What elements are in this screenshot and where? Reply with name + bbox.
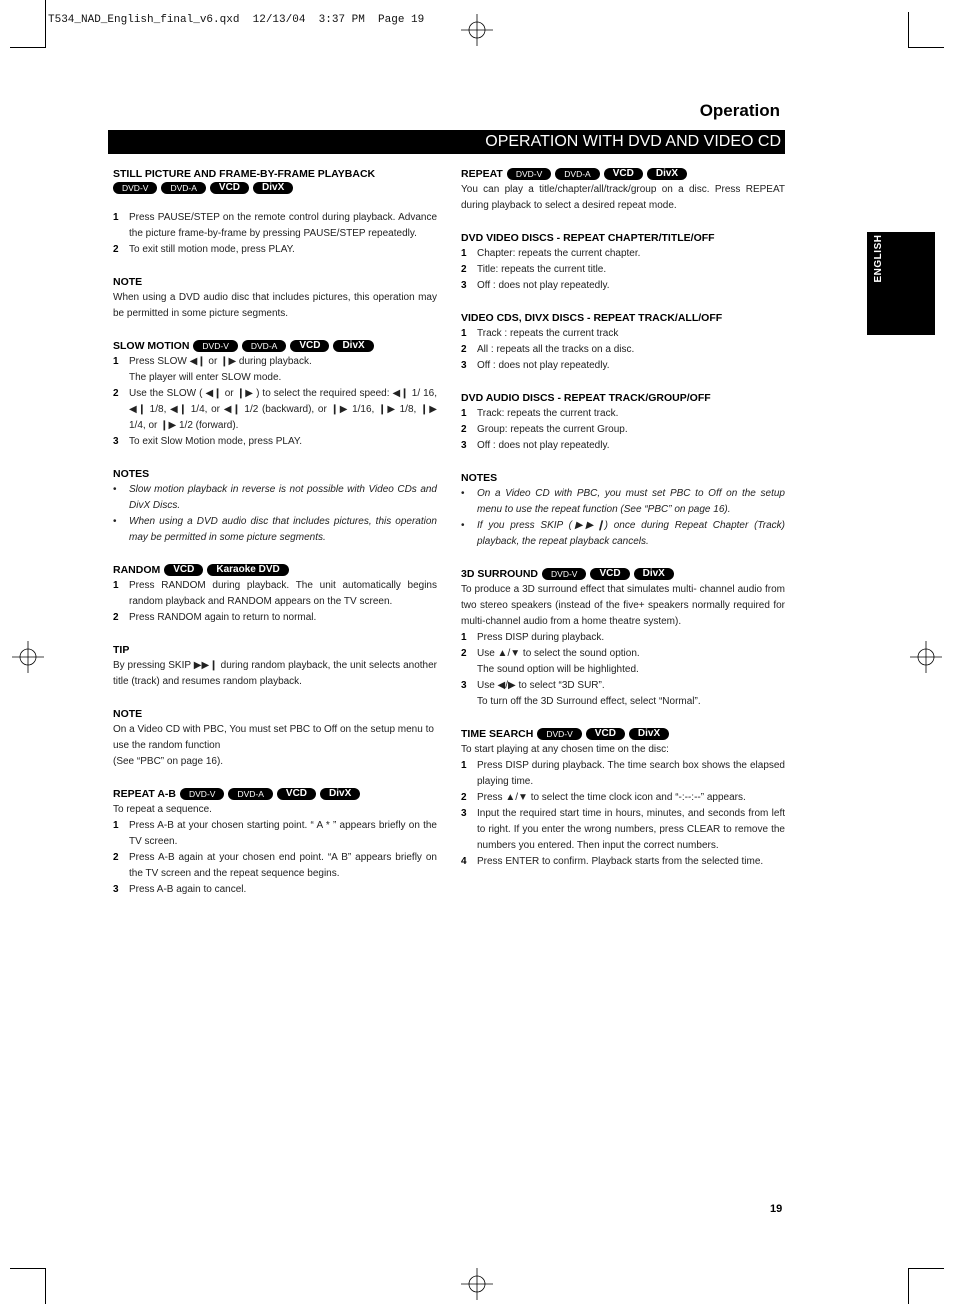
list-item: 3 Off : does not play repeatedly. xyxy=(461,360,610,371)
tip-heading: TIP xyxy=(113,644,130,656)
list-item: 2 All : repeats all the tracks on a disc. xyxy=(461,344,635,355)
badge-dvd-v: DVD-V xyxy=(113,182,157,194)
badge-karaoke-dvd: Karaoke DVD xyxy=(207,564,288,576)
list-item: 2 Title: repeats the current title. xyxy=(461,264,607,275)
surround-heading-row xyxy=(461,566,785,582)
section-title-bar: OPERATION WITH DVD AND VIDEO CD xyxy=(108,130,785,154)
list-item: 2 Group: repeats the current Group. xyxy=(461,424,628,435)
list-item: 1 Press A-B at your chosen starting point. “ A * ” appears briefly on the TV screen. xyxy=(113,820,437,847)
print-job-header: T534_NAD_English_final_v6.qxd 12/13/04 3:37 PM Page 19 xyxy=(48,14,425,26)
list-item: 3 Off : does not play repeatedly. xyxy=(461,280,610,291)
badge-divx: DivX xyxy=(629,728,669,740)
repeat-heading: REPEAT xyxy=(461,168,503,180)
badge-dvd-a: DVD-A xyxy=(242,340,286,352)
badge-divx: DivX xyxy=(253,182,293,194)
note-text: When using a DVD audio disc that includes pictures, this operation may be permitted in some picture segments. xyxy=(113,292,437,319)
list-item: 2 Press A-B again at your chosen end point. “A B” appears briefly on the TV screen and the repeat sequence begins. xyxy=(113,852,437,879)
badge-vcd: VCD xyxy=(277,788,316,800)
intro-text: You can play a title/chapter/all/track/group on a disc. Press REPEAT during playback to select a desired repeat mode. xyxy=(461,184,785,211)
repeat-ab-heading-row xyxy=(113,786,437,802)
dvd-video-repeat-heading: DVD VIDEO DISCS - REPEAT CHAPTER/TITLE/OFF xyxy=(461,232,715,244)
list-item: 1 Press DISP during playback. xyxy=(461,632,605,643)
list-item: 2 Press RANDOM again to return to normal. xyxy=(113,612,317,623)
random-heading: RANDOM xyxy=(113,564,161,576)
registration-mark-icon xyxy=(461,1268,493,1300)
list-item: • If you press SKIP (▶▶❙) once during Repeat Chapter (Track) playback, the repeat playback cancels. xyxy=(461,520,785,547)
repeat-heading-row xyxy=(461,166,785,182)
badge-vcd: VCD xyxy=(590,568,629,580)
badge-vcd: VCD xyxy=(164,564,203,576)
badge-vcd: VCD xyxy=(586,728,625,740)
list-item: 3 Off : does not play repeatedly. xyxy=(461,440,610,451)
note-text: On a Video CD with PBC, You must set PBC to Off on the setup menu to use the random function xyxy=(113,724,434,751)
badge-vcd: VCD xyxy=(604,168,643,180)
list-item: 2 Use the SLOW ( ◀❙ or ❙▶ ) to select the required speed: ◀❙ 1/ 16, ◀❙ 1/8, ◀❙ 1/4, or ◀❙ 1/2 (backward), or ❙▶ 1/16, ❙▶ 1/8, ❙▶ 1/4, or ❙▶ 1/2 (forward). xyxy=(113,388,437,431)
intro-text: To repeat a sequence. xyxy=(113,804,212,815)
crop-mark xyxy=(908,12,909,48)
crop-mark xyxy=(908,1268,909,1304)
notes-heading: NOTES xyxy=(461,472,498,484)
crop-mark xyxy=(908,47,944,48)
crop-mark xyxy=(45,0,46,48)
badge-dvd-a: DVD-A xyxy=(161,182,205,194)
dvd-audio-repeat-heading: DVD AUDIO DISCS - REPEAT TRACK/GROUP/OFF xyxy=(461,392,711,404)
note-text: (See “PBC” on page 16). xyxy=(113,756,224,767)
badge-dvd-v: DVD-V xyxy=(193,340,237,352)
badge-divx: DivX xyxy=(647,168,687,180)
tip-text: By pressing SKIP ▶▶❙ during random playback, the unit selects another title (track) and resumes random playback. xyxy=(113,660,437,687)
list-item: • When using a DVD audio disc that includes pictures, this operation may be permitted in some picture segments. xyxy=(113,516,437,543)
disc-badges xyxy=(113,182,437,194)
notes-heading: NOTES xyxy=(113,468,150,480)
note-heading: NOTE xyxy=(113,276,143,288)
list-item: 3 Press A-B again to cancel. xyxy=(113,884,247,895)
slow-motion-heading-row xyxy=(113,338,437,354)
intro-text: To produce a 3D surround effect that simulates multi- channel audio from two stereo speakers (instead of the five+ speakers normally required for multi-channel audio from a home theatre system). xyxy=(461,584,785,627)
registration-mark-icon xyxy=(12,641,44,673)
left-column xyxy=(113,166,437,898)
list-item: 2 Use ▲/▼ to select the sound option. The sound option will be highlighted. xyxy=(461,648,640,675)
badge-vcd: VCD xyxy=(210,182,249,194)
badge-dvd-a: DVD-A xyxy=(555,168,599,180)
slow-motion-heading: SLOW MOTION xyxy=(113,340,190,352)
badge-vcd: VCD xyxy=(290,340,329,352)
page-heading: Operation xyxy=(699,101,780,120)
list-item: • On a Video CD with PBC, you must set PBC to Off on the setup menu to use the repeat function (See “PBC” on page 16). xyxy=(461,488,785,515)
list-item: 3 Input the required start time in hours, minutes, and seconds from left to right. If you enter the wrong numbers, press CLEAR to remove the numbers you entered. Then input the correct numbers. xyxy=(461,808,785,851)
badge-dvd-v: DVD-V xyxy=(180,788,224,800)
page-number: 19 xyxy=(770,1203,783,1215)
list-item: 1 Chapter: repeats the current chapter. xyxy=(461,248,641,259)
surround-heading: 3D SURROUND xyxy=(461,568,539,580)
badge-dvd-v: DVD-V xyxy=(537,728,581,740)
language-tab xyxy=(867,232,935,335)
list-item: 2 To exit still motion mode, press PLAY. xyxy=(113,244,295,255)
badge-divx: DivX xyxy=(320,788,360,800)
crop-mark xyxy=(10,1268,46,1269)
crop-mark xyxy=(10,47,46,48)
crop-mark xyxy=(45,1268,46,1304)
badge-dvd-a: DVD-A xyxy=(228,788,272,800)
intro-text: To start playing at any chosen time on the disc: xyxy=(461,744,669,755)
list-item: 3 To exit Slow Motion mode, press PLAY. xyxy=(113,436,303,447)
list-item: 1 Press PAUSE/STEP on the remote control during playback. Advance the picture frame-by-frame by pressing PAUSE/STEP repeatedly. xyxy=(113,212,437,239)
list-item: 1 Press RANDOM during playback. The unit automatically begins random playback and RANDOM appears on the TV screen. xyxy=(113,580,437,607)
time-search-heading-row xyxy=(461,726,785,742)
language-tab-label: ENGLISH xyxy=(873,234,884,283)
list-item: 3 Use ◀/▶ to select “3D SUR”. To turn off the 3D Surround effect, select “Normal”. xyxy=(461,680,701,707)
badge-dvd-v: DVD-V xyxy=(542,568,586,580)
right-column xyxy=(461,166,785,870)
random-heading-row xyxy=(113,562,437,578)
note-heading: NOTE xyxy=(113,708,143,720)
list-item: • Slow motion playback in reverse is not possible with Video CDs and DivX Discs. xyxy=(113,484,437,511)
badge-dvd-v: DVD-V xyxy=(507,168,551,180)
repeat-ab-heading: REPEAT A-B xyxy=(113,788,176,800)
list-item: 1 Track : repeats the current track xyxy=(461,328,619,339)
list-item: 1 Track: repeats the current track. xyxy=(461,408,619,419)
list-item: 4 Press ENTER to confirm. Playback starts from the selected time. xyxy=(461,856,764,867)
crop-mark xyxy=(908,1268,944,1269)
list-item: 1 Press DISP during playback. The time search box shows the elapsed playing time. xyxy=(461,760,785,787)
registration-mark-icon xyxy=(910,641,942,673)
badge-divx: DivX xyxy=(333,340,373,352)
registration-mark-icon xyxy=(461,14,493,46)
time-search-heading: TIME SEARCH xyxy=(461,728,534,740)
badge-divx: DivX xyxy=(634,568,674,580)
vcd-divx-repeat-heading: VIDEO CDS, DIVX DISCS - REPEAT TRACK/ALL/OFF xyxy=(461,312,723,324)
still-picture-heading: STILL PICTURE AND FRAME-BY-FRAME PLAYBACK xyxy=(113,168,376,180)
list-item: 2 Press ▲/▼ to select the time clock icon and “-:--:--” appears. xyxy=(461,792,746,803)
list-item: 1 Press SLOW ◀❙ or ❙▶ during playback. The player will enter SLOW mode. xyxy=(113,356,312,383)
